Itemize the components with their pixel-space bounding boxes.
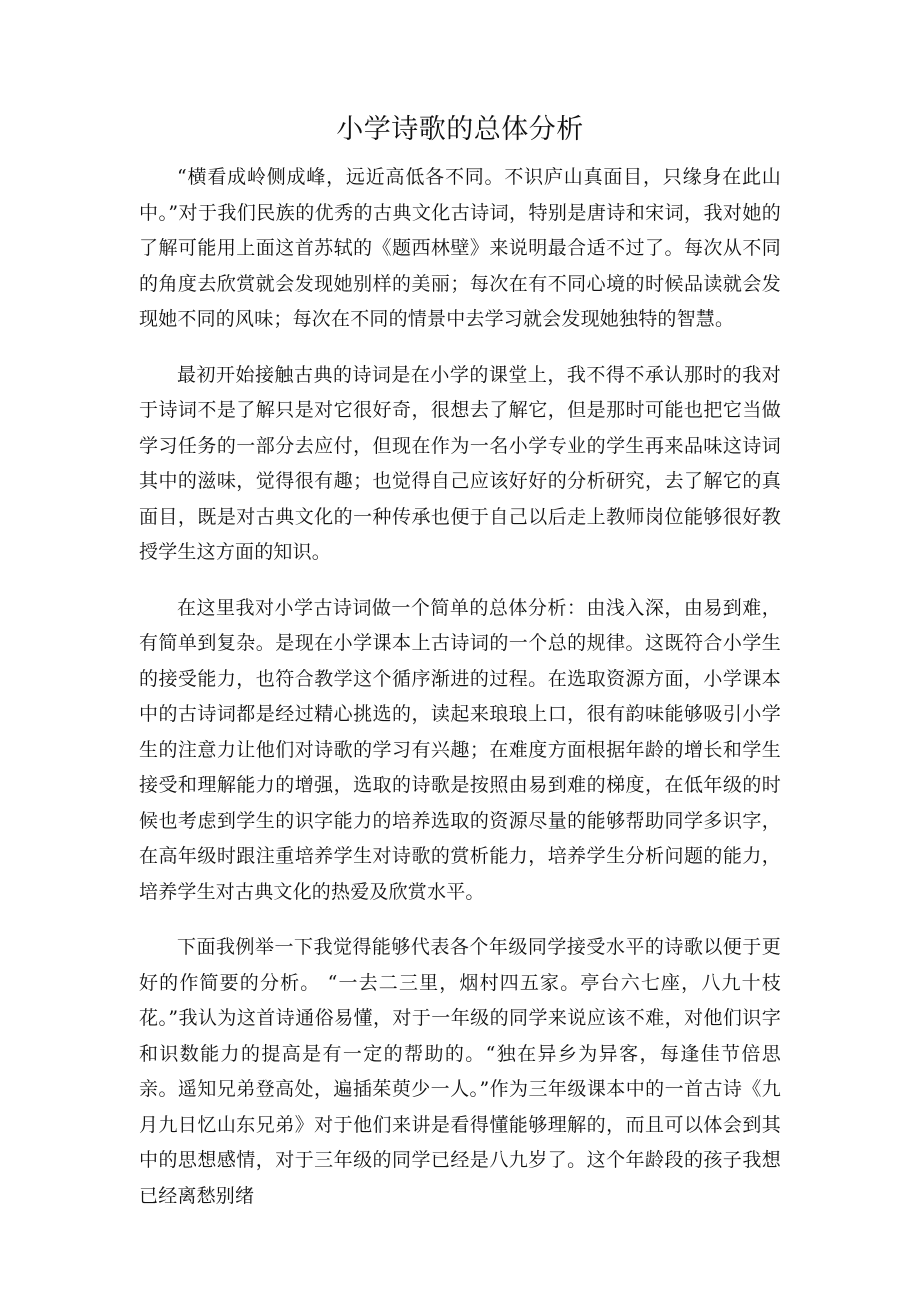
page-title: 小学诗歌的总体分析: [336, 114, 584, 145]
paragraph-4: 下面我例举一下我觉得能够代表各个年级同学接受水平的诗歌以便于更好的作简要的分析。 “一去二三里，烟村四五家。亭台六七座，八九十枝花。”我认为这首诗通俗易懂，对于一年级的同学来说应该不难，对他们识字和识数能力的提高是有一定的帮助的。“独在异乡为异客，每逢佳节倍思亲。遥知兄弟登高处，遍插茱萸少一人。”作为三年级课本中的一首古诗《九月九日忆山东兄弟》对于他们来讲是看得懂能够理解的，而且可以体会到其中的思想感情，对于三年级的同学已经是八九岁了。这个年龄段的孩子我想已经离愁别绪: [139, 936, 781, 1207]
document-body: [139, 160, 781, 1234]
paragraph-1: “横看成岭侧成峰，远近高低各不同。不识庐山真面目，只缘身在此山中。”对于我们民族的优秀的古典文化古诗词，特别是唐诗和宋词，我对她的了解可能用上面这首苏轼的《题西林壁》来说明最合适不过了。每次从不同的角度去欣赏就会发现她别样的美丽；每次在有不同心境的时候品读就会发现她不同的风味；每次在不同的情景中去学习就会发现她独特的智慧。: [139, 166, 781, 330]
paragraph-3: 在这里我对小学古诗词做一个简单的总体分析：由浅入深，由易到难，有简单到复杂。是现在小学课本上古诗词的一个总的规律。这既符合小学生的接受能力，也符合教学这个循序渐进的过程。在选取资源方面，小学课本中的古诗词都是经过精心挑选的，读起来琅琅上口，很有韵味能够吸引小学生的注意力让他们对诗歌的学习有兴趣；在难度方面根据年龄的增长和学生接受和理解能力的增强，选取的诗歌是按照由易到难的梯度，在低年级的时候也考虑到学生的识字能力的培养选取的资源尽量的能够帮助同学多识字，在高年级时跟注重培养学生对诗歌的赏析能力，培养学生分析问题的能力，培养学生对古典文化的热爱及欣赏水平。: [139, 596, 781, 903]
paragraph-2: 最初开始接触古典的诗词是在小学的课堂上，我不得不承认那时的我对于诗词不是了解只是对它很好奇，很想去了解它，但是那时可能也把它当做学习任务的一部分去应付，但现在作为一名小学专业的学生再来品味这诗词其中的滋味，觉得很有趣；也觉得自己应该好好的分析研究，去了解它的真面目，既是对古典文化的一种传承也便于自己以后走上教师岗位能够很好教授学生这方面的知识。: [139, 363, 781, 563]
